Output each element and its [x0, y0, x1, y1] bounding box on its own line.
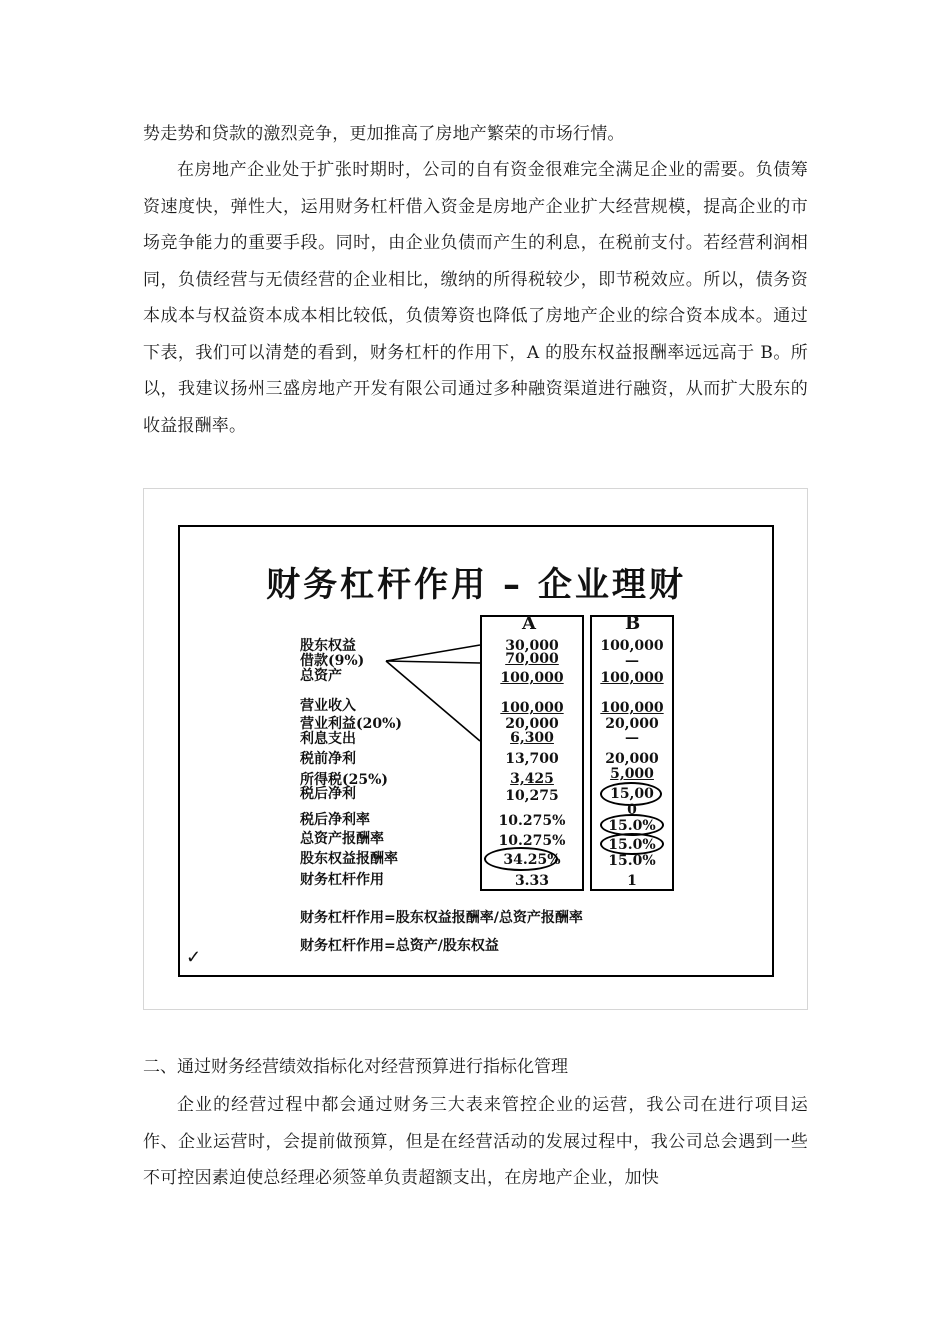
b-loan: — [625, 653, 639, 669]
section-heading-2: 二、通过财务经营绩效指标化对经营预算进行指标化管理 [143, 1057, 568, 1077]
b-roe: 15.0% [608, 853, 656, 869]
column-b-header: B [625, 613, 641, 634]
label-equity: 股东权益 [300, 638, 356, 654]
b-op-profit: 20,000 [605, 716, 659, 732]
label-assets: 总资产 [300, 668, 342, 684]
b-roa: 15.0% [608, 837, 656, 853]
label-aftertax: 税后净利 [300, 786, 356, 802]
b-equity: 100,000 [600, 638, 664, 654]
formula-assets-over-equity: 财务杠杆作用=总资产/股东权益 [300, 938, 499, 954]
a-aftertax: 10,275 [505, 788, 559, 804]
b-leverage: 1 [627, 873, 637, 889]
label-revenue: 营业收入 [300, 698, 356, 714]
b-pretax: 20,000 [605, 751, 659, 767]
paragraph-continuation: 势走势和贷款的激烈竞争，更加推高了房地产繁荣的市场行情。 [143, 124, 625, 144]
financial-leverage-figure [143, 488, 808, 1010]
column-a-header: A [522, 613, 536, 634]
a-revenue: 100,000 [500, 700, 564, 716]
b-tax: 5,000 [610, 766, 654, 782]
formula-roe-over-roa: 财务杠杆作用=股东权益报酬率/总资产报酬率 [300, 910, 583, 926]
check-mark-icon: ✓ [186, 947, 202, 968]
paragraph-financial-leverage: 在房地产企业处于扩张时期时，公司的自有资金很难完全满足企业的需要。负债筹资速度快，弹性大，运用财务杠杆借入资金是房地产企业扩大经营规模，提高企业的市场竞争能力的重要手段。同时，由企业负债而产生的利息，在税前支付。若经营利润相同，负债经营与无债经营的企业相比，缴纳的所得税较少，即节税效应。所以，债务资本成本与权益资本成本相比较低，负债筹资也降低了房地产企业的综合资本成本。通过下表，我们可以清楚的看到，财务杠杆的作用下，A 的股东权益报酬率远远高于 B。所以，我建议扬州三盛房地产开发有限公司通过多种融资渠道进行融资，从而扩大股东的收益报酬率。 [143, 160, 808, 436]
label-loan: 借款(9%) [300, 653, 365, 669]
label-net-margin: 税后净利率 [300, 812, 370, 828]
scanned-slide [178, 525, 774, 977]
b-aftertax-extra: 0 [627, 802, 637, 818]
b-interest: — [625, 730, 639, 746]
a-assets: 100,000 [500, 670, 564, 686]
label-interest: 利息支出 [300, 731, 356, 747]
label-roe: 股东权益报酬率 [300, 851, 398, 867]
label-leverage: 财务杠杆作用 [300, 872, 384, 888]
b-aftertax: 15,00 [610, 786, 654, 802]
slide-title: 财务杠杆作用 – 企业理财 [266, 565, 686, 605]
b-net-margin: 15.0% [608, 818, 656, 834]
a-pretax: 13,700 [505, 751, 559, 767]
b-revenue: 100,000 [600, 700, 664, 716]
a-interest: 6,300 [510, 730, 554, 746]
label-tax: 所得税(25%) [300, 772, 389, 788]
label-op-profit: 营业利益(20%) [300, 716, 403, 732]
a-net-margin: 10.275% [498, 813, 566, 829]
a-loan: 70,000 [505, 651, 559, 667]
b-assets: 100,000 [600, 670, 664, 686]
paragraph-budget-management: 企业的经营过程中都会通过财务三大表来管控企业的运营，我公司在进行项目运作、企业运营时，会提前做预算，但是在经营活动的发展过程中，我公司总会遇到一些不可控因素迫使总经理必须签单负责超额支出，在房地产企业，加快 [143, 1095, 808, 1188]
a-tax: 3,425 [510, 771, 554, 787]
a-op-profit: 20,000 [505, 716, 559, 732]
label-pretax: 税前净利 [300, 751, 356, 767]
a-roe: 34.25% [503, 852, 561, 868]
label-roa: 总资产报酬率 [300, 831, 384, 847]
a-leverage: 3.33 [514, 873, 550, 889]
a-roa: 10.275% [498, 833, 566, 849]
a-equity: 30,000 [505, 638, 559, 654]
